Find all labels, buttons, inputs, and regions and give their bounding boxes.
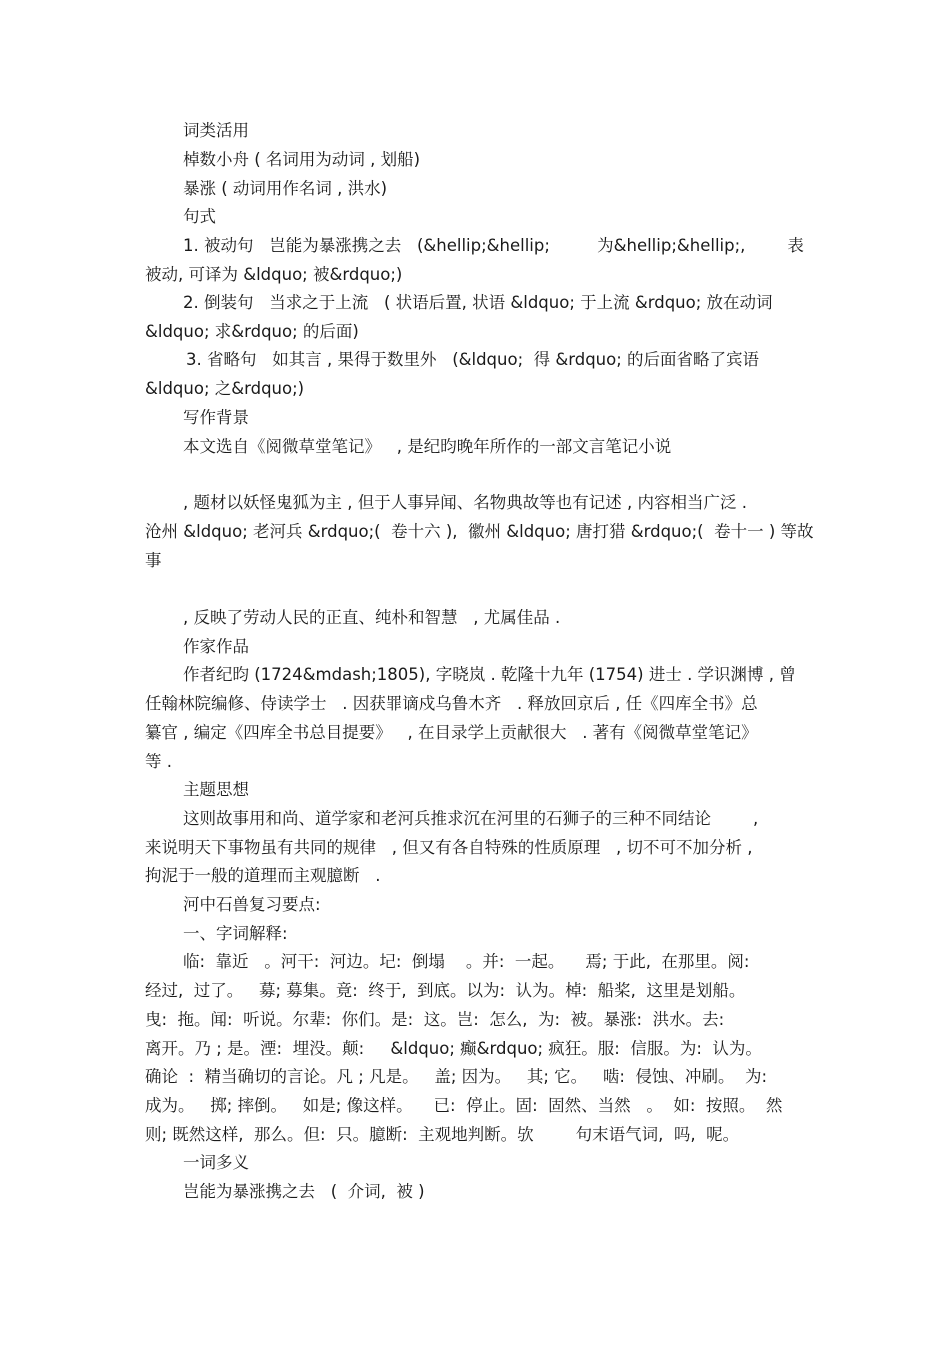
text-line: 来说明天下事物虽有共同的规律 , 但又有各自特殊的性质原理 , 切不可不加分析 , — [145, 838, 753, 857]
text-line: 确论 : 精当确切的言论。凡 ; 凡是。 盖; 因为。 其; 它。 啮: 侵蚀、冲刷。 为: — [145, 1067, 767, 1086]
heading-author-works: 作家作品 — [183, 637, 249, 656]
text-line: 曳: 拖。闻: 听说。尔辈: 你们。是: 这。岂: 怎么, 为: 被。暴涨: 洪水。去: — [145, 1010, 725, 1029]
text-line: 离开。乃 ; 是。湮: 埋没。颠: &ldquo; 癫&rdquo; 疯狂。服: 信服。为: 认为。 — [145, 1039, 762, 1058]
text-line: 这则故事用和尚、道学家和老河兵推求沉在河里的石狮子的三种不同结论 , — [183, 809, 759, 828]
text-line: 棹数小舟 ( 名词用为动词 , 划船) — [183, 150, 421, 169]
text-line: 3. 省略句 如其言 , 果得于数里外 (&ldquo; 得 &rdquo; 的后面省略了宾语 — [186, 350, 760, 369]
heading-theme: 主题思想 — [183, 780, 249, 799]
heading-sentence-patterns: 句式 — [183, 207, 216, 226]
text-line: 等 . — [145, 752, 172, 771]
text-line: &ldquo; 之&rdquo;) — [145, 379, 305, 398]
text-line: 成为。 掷; 摔倒。 如是; 像这样。 已: 停止。固: 固然、当然 。 如: 按照。 然 — [145, 1096, 783, 1115]
text-line: 暴涨 ( 动词用作名词 , 洪水) — [183, 179, 388, 198]
heading-polysemy: 一词多义 — [183, 1153, 249, 1172]
heading-word-explanation: 一、字词解释: — [183, 924, 288, 943]
heading-word-class-usage: 词类活用 — [183, 121, 249, 140]
text-line: 被动, 可译为 &ldquo; 被&rdquo;) — [145, 265, 403, 284]
heading-review-points: 河中石兽复习要点: — [183, 895, 321, 914]
text-line: 经过, 过了。 募; 募集。竟: 终于, 到底。以为: 认为。棹: 船桨, 这里是划船。 — [145, 981, 746, 1000]
text-line: 纂官 , 编定《四库全书总目提要》 , 在目录学上贡献很大 . 著有《阅微草堂笔记》 — [145, 723, 758, 742]
text-line: 任翰林院编修、侍读学士 . 因获罪谪戍乌鲁木齐 . 释放回京后 , 任《四库全书》总 — [145, 694, 758, 713]
text-line: 拘泥于一般的道理而主观臆断 . — [145, 866, 381, 885]
text-line: 作者纪昀 (1724&mdash;1805), 字晓岚 . 乾隆十九年 (1754) 进士 . 学识渊博 , 曾 — [183, 665, 796, 684]
heading-writing-background: 写作背景 — [183, 408, 249, 427]
text-line: 本文选自《阅微草堂笔记》 , 是纪昀晚年所作的一部文言笔记小说 — [183, 437, 672, 456]
text-line: &ldquo; 求&rdquo; 的后面) — [145, 322, 359, 341]
text-line: 沧州 &ldquo; 老河兵 &rdquo;( 卷十六 ), 徽州 &ldquo; 唐打猎 &rdquo;( 卷十一 ) 等故 — [145, 522, 814, 541]
text-line: 临: 靠近 。河干: 河边。圮: 倒塌 。并: 一起。 焉; 于此, 在那里。阅: — [183, 952, 750, 971]
text-line: , 反映了劳动人民的正直、纯朴和智慧 , 尤属佳品 . — [183, 608, 561, 627]
text-line: 2. 倒装句 当求之于上流 ( 状语后置, 状语 &ldquo; 于上流 &rdquo; 放在动词 — [183, 293, 773, 312]
text-line: 则; 既然这样, 那么。但: 只。臆断: 主观地判断。欤 句末语气词, 吗, 呢。 — [145, 1125, 740, 1144]
text-line: 事 — [145, 551, 162, 570]
text-line: 岂能为暴涨携之去 ( 介词, 被 ) — [183, 1182, 425, 1201]
text-line: 1. 被动句 岂能为暴涨携之去 (&hellip;&hellip; 为&hellip;&hellip;, 表 — [183, 236, 804, 255]
text-line: , 题材以妖怪鬼狐为主 , 但于人事异闻、名物典故等也有记述 , 内容相当广泛 . — [183, 493, 747, 512]
